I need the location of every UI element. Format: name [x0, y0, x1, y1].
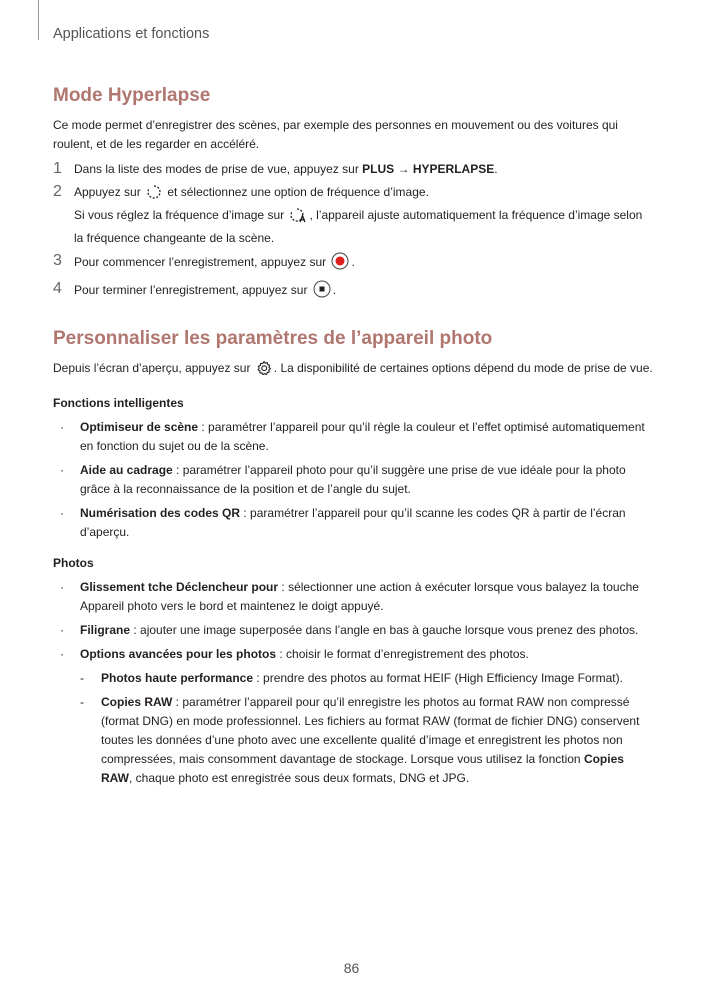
frame-rate-auto-icon: [289, 207, 307, 229]
intro-text: . La disponibilité de certaines options dépend du mode de prise de vue.: [273, 361, 653, 375]
page-header: Applications et fonctions: [53, 26, 210, 42]
step-text: .: [332, 283, 337, 297]
item-text: : sélectionner une action à exécuter lorsque vous balayez la touche Appareil photo vers le bord et maintenez le doigt appuyé.: [80, 580, 639, 613]
record-icon: [331, 252, 349, 276]
item-text: : paramétrer l’appareil pour qu’il règle la couleur et l’effet optimisé automatiquement en fonction du sujet ou de la scène.: [80, 420, 645, 453]
section-intro: Ce mode permet d’enregistrer des scènes, par exemple des personnes en mouvement ou des voitures qui roulent, et de les regarder en accéléré.: [53, 118, 618, 151]
bullet-dot: ·: [60, 580, 64, 594]
list-item: [53, 621, 653, 640]
item-text: : ajouter une image superposée dans l’angle en bas à gauche lorsque vous prenez des photos.: [130, 623, 639, 637]
item-text: : paramétrer l’appareil pour qu’il scanne les codes QR à partir de l’écran d’aperçu.: [80, 506, 626, 539]
sub-list-item: [53, 669, 653, 688]
list-item: [53, 578, 653, 616]
intro-text: Depuis l’écran d’aperçu, appuyez sur: [53, 361, 254, 375]
item-text: : paramétrer l’appareil pour qu’il enregistre les photos au format RAW non compressé (format DNG) en mode professionnel. Les fichiers au format RAW (format de fichier DNG) conservent toutes les données d’une photo avec une excellente qualité d’image et enregistrent les photos non compressées, mais consomment davantage de stockage. Lorsque vous utilisez la fonction: [101, 695, 640, 766]
step-text: Pour commencer l’enregistrement, appuyez sur: [74, 255, 330, 269]
page-number: 86: [343, 960, 360, 976]
list-item: [53, 461, 653, 499]
step-number: 3: [53, 252, 62, 269]
step-4: [53, 280, 653, 304]
frame-rate-icon: [146, 184, 162, 206]
plus-label: PLUS: [362, 162, 395, 176]
item-text: : paramétrer l’appareil photo pour qu’il suggère une prise de vue idéale pour la photo grâce à la reconnaissance de la position et de l’angle du sujet.: [80, 463, 626, 496]
item-term: Filigrane: [80, 623, 131, 637]
step-number: 4: [53, 280, 62, 297]
subsection-title-photos: Photos: [53, 556, 94, 570]
item-term: Optimiseur de scène: [80, 420, 199, 434]
item-term: Copies RAW: [101, 752, 624, 785]
content: [53, 84, 653, 793]
list-item: [53, 645, 653, 664]
bullet-dot: ·: [60, 463, 64, 477]
section-title-camera-settings: Personnaliser les paramètres de l’appareil photo: [53, 328, 493, 349]
step-text: Dans la liste des modes de prise de vue, appuyez sur: [74, 162, 363, 176]
bullet-dot: ·: [60, 420, 64, 434]
item-term: Photos haute performance: [101, 671, 254, 685]
list-item: [53, 504, 653, 542]
item-term: Copies RAW: [101, 695, 173, 709]
stop-icon: [313, 280, 331, 304]
step-text: Appuyez sur: [74, 185, 145, 199]
item-text: : choisir le format d’enregistrement des photos.: [276, 647, 529, 661]
section-title-hyperlapse: Mode Hyperlapse: [53, 85, 211, 106]
subsection-title-smart-functions: Fonctions intelligentes: [53, 396, 184, 410]
dash-marker: -: [80, 671, 84, 685]
dash-marker: -: [80, 695, 84, 709]
item-term: Glissement tche Déclencheur pour: [80, 580, 279, 594]
step-text: .: [351, 255, 355, 269]
arrow-text: →: [394, 162, 413, 176]
item-text: : prendre des photos au format HEIF (High Efficiency Image Format).: [253, 671, 623, 685]
sub-list-item: [53, 693, 653, 788]
item-term: Options avancées pour les photos: [80, 647, 277, 661]
section-intro: [53, 359, 653, 382]
hyperlapse-label: HYPERLAPSE: [412, 162, 495, 176]
step-1: [53, 160, 653, 179]
header-divider: [38, 0, 39, 40]
step-number: 1: [53, 160, 62, 177]
settings-gear-icon: [256, 360, 272, 382]
item-term: Aide au cadrage: [80, 463, 173, 477]
step-text: Si vous réglez la fréquence d’image sur: [74, 208, 288, 222]
step-text: Pour terminer l’enregistrement, appuyez sur: [74, 283, 311, 297]
bullet-dot: ·: [60, 506, 64, 520]
step-2: [53, 183, 653, 248]
item-term: Numérisation des codes QR: [80, 506, 241, 520]
step-text: .: [494, 162, 498, 176]
step-3: [53, 252, 653, 276]
bullet-dot: ·: [60, 647, 64, 661]
item-text: , chaque photo est enregistrée sous deux formats, DNG et JPG.: [129, 771, 470, 785]
step-number: 2: [53, 183, 62, 200]
list-item: [53, 418, 653, 456]
bullet-dot: ·: [60, 623, 64, 637]
step-text: , l’appareil ajuste automatiquement la fréquence d’image selon la fréquence changeante de la scène.: [74, 208, 643, 245]
step-text: et sélectionnez une option de fréquence d’image.: [164, 185, 429, 199]
steps-list: [53, 160, 653, 304]
